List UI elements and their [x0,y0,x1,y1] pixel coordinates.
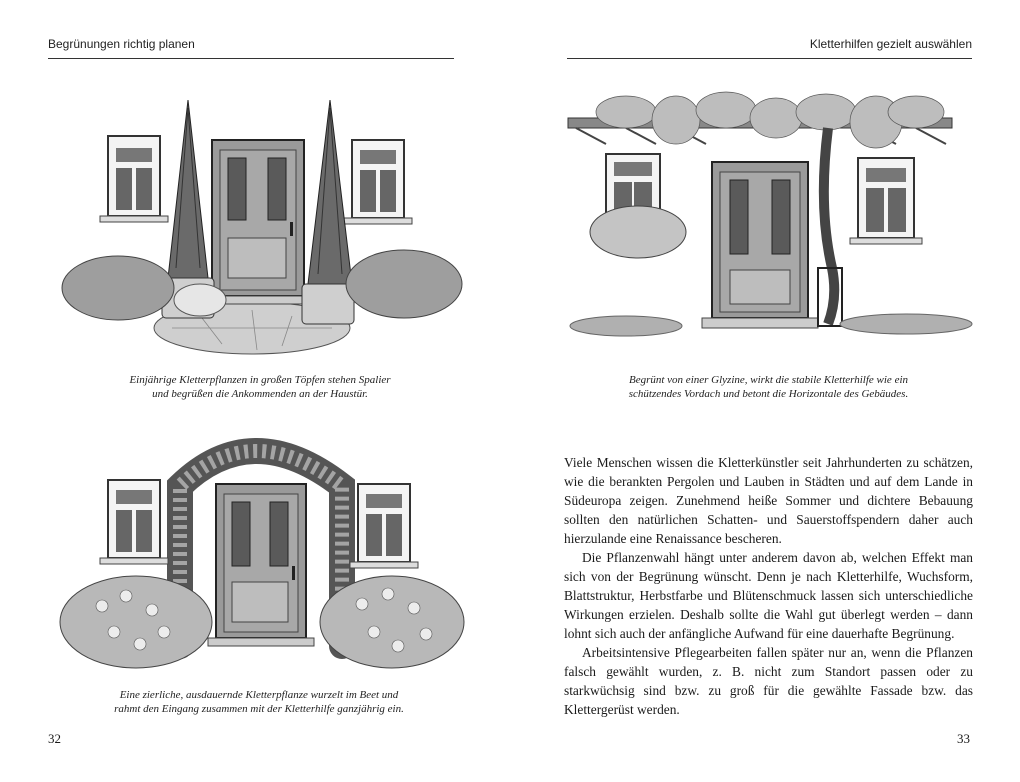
caption-line: Einjährige Kletterpflanzen in großen Töpfen stehen Spalier [129,374,391,386]
paragraph: Arbeitsintensive Pflegearbeiten fallen später nur an, wenn die Pflanzen falsch gewählt wurden, z. B. nicht zum Standort passen oder zu starkwüchsig sind bzw. zu groß für die gewählte Fassade bzw. das Klettergerüst werden. [564,645,973,717]
caption-top-right [566,373,971,401]
page-number-right: 33 [957,731,970,746]
caption-top-left [60,373,460,401]
illustration-potted-climbers [52,88,470,358]
running-head-right: Kletterhilfen gezielt auswählen [567,37,972,59]
body-text [564,453,973,719]
right-page [510,0,1020,782]
caption-line: und begrüßen die Ankommenden an der Haustür. [152,388,368,400]
illustration-wisteria-pergola [566,88,976,348]
illustration-arched-climber [52,426,470,680]
page-number-left: 32 [48,731,61,746]
caption-bottom-left [54,688,464,716]
caption-line: rahmt den Eingang zusammen mit der Kletterhilfe ganzjährig ein. [114,703,404,715]
caption-line: schützendes Vordach und betont die Horizontale des Gebäudes. [628,388,909,400]
running-head-left: Begrünungen richtig planen [48,37,454,59]
caption-line: Eine zierliche, ausdauernde Kletterpflanze wurzelt im Beet und [119,689,399,701]
paragraph: Viele Menschen wissen die Kletterkünstler seit Jahrhunderten zu schätzen, wie die berankten Pergolen und Lauben in Städten und auf dem Lande in Südeuropa zeigen. Zunehmend heiße Sommer und dichtere Bebauung sollten den natürlichen Schatten- und Sauerstoffspendern daher auch hierzulande eine Renaissance bescheren. [564,455,973,546]
caption-line: Begrünt von einer Glyzine, wirkt die stabile Kletterhilfe wie ein [628,374,909,386]
paragraph: Die Pflanzenwahl hängt unter anderem davon ab, welchen Effekt man sich von der Begrünung wünscht. Denn je nach Kletterhilfe, Wuchsform, Blattstruktur, Herbstfarbe und Blütenschmuck lassen sich unterschiedliche Wirkungen erzielen. Deshalb sollte die Wahl gut überlegt werden – dann lohnt sich auch der anfängliche Aufwand für eine dauerhafte Begrünung. [564,550,973,641]
